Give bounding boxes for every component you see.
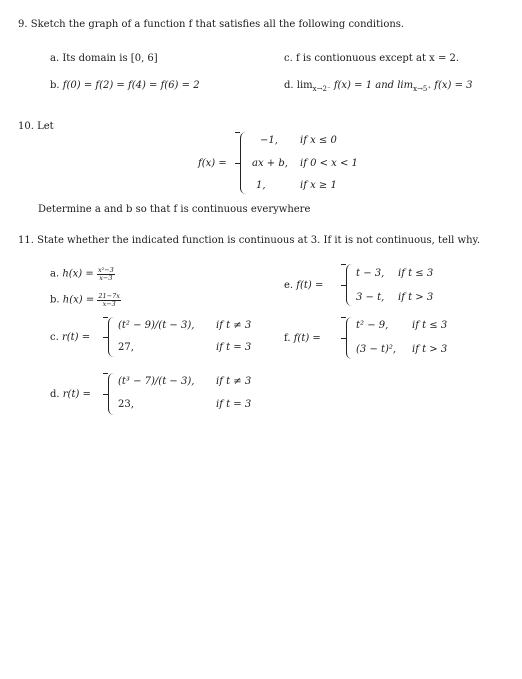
part-e: e. f(t) = [284,280,324,291]
piecewise-lhs: f(x) = [198,158,227,169]
condition-a: a. Its domain is [0, 6] [50,53,158,64]
problem-text: Sketch the graph of a function f that satisfies all the following conditions. [30,19,405,30]
piecewise-brace [240,132,247,194]
part-b: b. h(x) = $\frac{21-7x}{x-3}$ [50,292,120,308]
condition-d: d. $\lim_{x\to 2^-} f(x) = 1$ and $\lim_{x\to 5^+} f(x) = 3$ [284,80,473,93]
part-a: a. h(x) = $\frac{\text{x²−3}}{x-3}$ [50,266,114,282]
problem-number: 9. [18,19,28,30]
condition-b: b. f(0) = f(2) = f(4) = f(6) = 2 [50,80,200,91]
piecewise-brace [108,373,115,415]
condition-c: c. f is contionuous except at x = 2. [284,53,460,64]
part-d: d. r(t) = [50,389,91,400]
piecewise-brace [108,317,115,357]
problem-10-prompt: 10. Let [18,121,54,132]
problem-9-prompt [18,19,404,30]
piecewise-brace [346,264,353,306]
piecewise-brace [346,317,353,359]
part-c: c. r(t) = [50,332,91,343]
problem-11-prompt: 11. State whether the indicated function is continuous at 3. If it is not continuous, tell why. [18,235,481,246]
part-f: f. f(t) = [284,333,321,344]
problem-10-task: Determine a and b so that f is continuous everywhere [38,204,311,215]
